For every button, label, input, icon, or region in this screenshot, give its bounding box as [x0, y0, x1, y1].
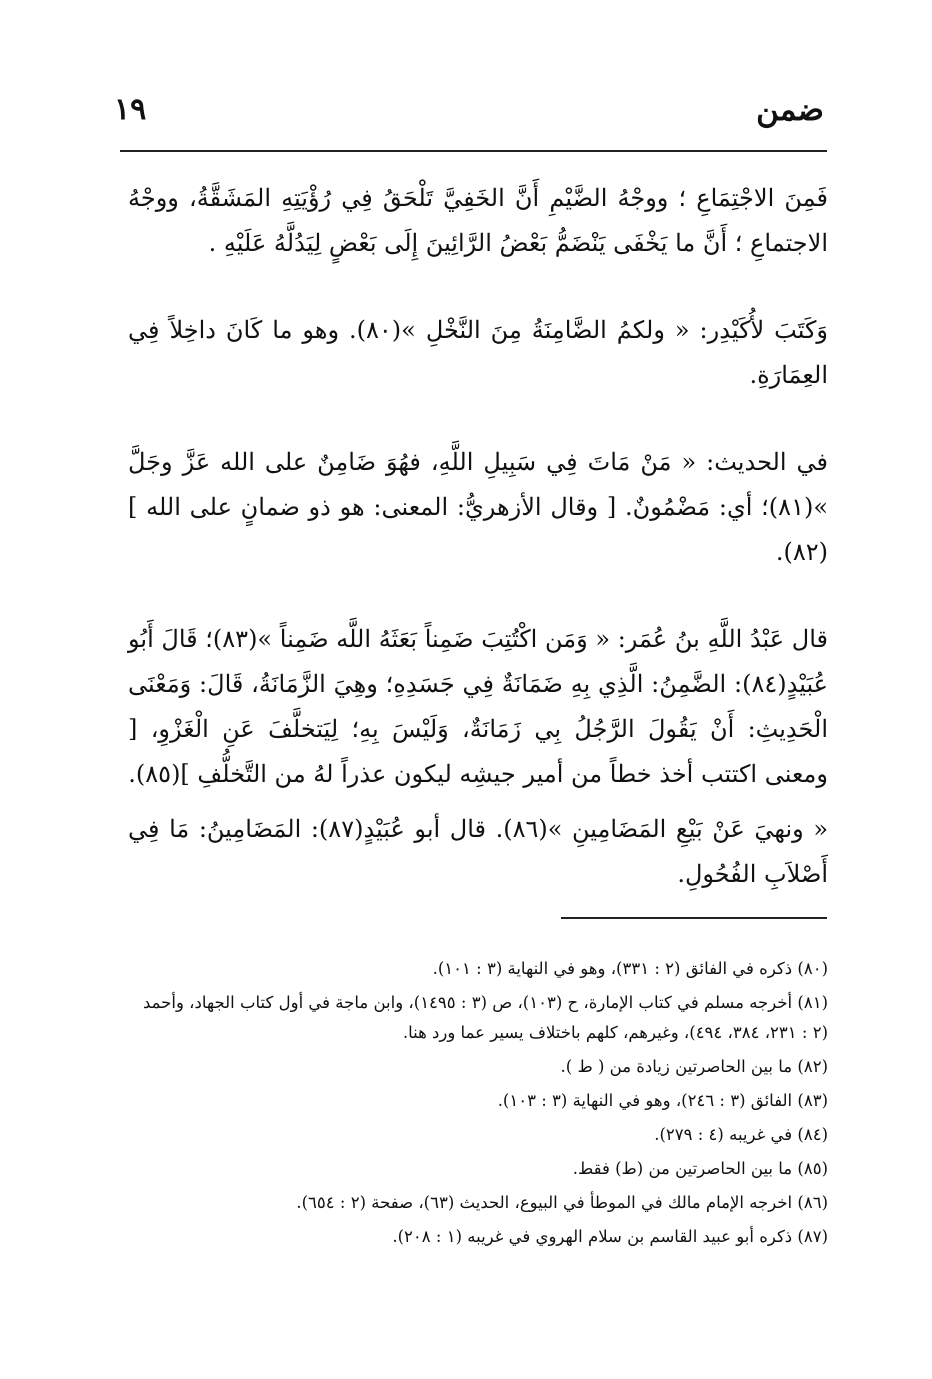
paragraph-ukaydir-letter: وَكَتَبَ لأُكَيْدِر: « ولكمُ الضَّامِنَةُ مِنَ النَّخْلِ »(٨٠). وهو ما كَانَ داخِلاً فِي العِمَارَةِ.: [128, 316, 828, 389]
running-header-word: ضمن: [756, 92, 824, 128]
footnote-81: (٨١) أخرجه مسلم في كتاب الإمارة، ح (١٠٣)، ص (٣ : ١٤٩٥)، وابن ماجة في أول كتاب الجهاد، وأحمد (٢ : ٢٣١، ٣٨٤، ٤٩٤)، وغيرهم، كلهم باختلاف يسير عما ورد هنا.: [142, 993, 828, 1042]
footnote-83: (٨٣) الفائق (٣ : ٢٤٦)، وهو في النهاية (٣ : ١٠٣).: [497, 1091, 828, 1110]
footnote-85: (٨٥) ما بين الحاصرتين من (ط) فقط.: [572, 1159, 828, 1178]
main-text: [128, 176, 828, 897]
paragraph-hadith-damin: في الحديث: « مَنْ مَاتَ فِي سَبِيلِ اللَّهِ، فهُوَ ضَامِنٌ على الله عَزَّ وجَلَّ »(٨١)؛ أي: مَضْمُونٌ. [ وقال الأزهريُّ: المعنى: هو ذو ضمانٍ على الله ](٨٢).: [128, 448, 828, 566]
paragraph-abdullah-ibn-umar: قال عَبْدُ اللَّهِ بنُ عُمَر: « وَمَن اكْتُتِبَ ضَمِناً بَعَثَهُ اللَّه ضَمِناً »(٨٣)؛ قَالَ أَبُو عُبَيْدٍ(٨٤): الضَّمِنُ: الَّذِي بِهِ ضَمَانَةٌ فِي جَسَدِهِ؛ وهِيَ الزَّمَانَةُ، قَالَ: وَمَعْنَى الْحَدِيثِ: أَنْ يَقُولَ الرَّجُلُ بِي زَمَانَةٌ، وَلَيْسَ بِهِ؛ لِيَتخلَّفَ عَنِ الْغَزْوِ، [ ومعنى اكتتب أخذ خطاً من أمير جيشِه ليكون عذراً لهُ من التَّخلُّفِ ](٨٥).: [128, 625, 828, 788]
footnote-87: (٨٧) ذكره أبو عبيد القاسم بن سلام الهروي في غريبه (١ : ٢٠٨).: [392, 1227, 828, 1246]
header-divider: [120, 150, 827, 152]
paragraph-madamin: « ونهيَ عَنْ بَيْعِ المَضَامِينِ »(٨٦). قال أبو عُبَيْدٍ(٨٧): المَضَامِينُ: مَا فِي أَصْلاَبِ الفُحُولِ.: [128, 815, 828, 888]
page-number: ١٩: [114, 92, 147, 127]
footnote-82: (٨٢) ما بين الحاصرتين زيادة من ( ط ).: [560, 1057, 828, 1076]
footnote-80: (٨٠) ذكره في الفائق (٢ : ٣٣١)، وهو في النهاية (٣ : ١٠١).: [432, 959, 828, 978]
paragraph-dim-meaning: فَمِنَ الاجْتِمَاعِ ؛ ووجْهُ الضَّيْمِ أَنَّ الخَفِيَّ تَلْحَقُ فِي رُؤْيَتِهِ المَشَقَّةُ، ووجْهُ الاجتماعِ ؛ أَنَّ ما يَخْفَى يَنْضَمُّ بَعْضُ الرَّائِينَ إِلَى بَعْضٍ لِيَدُلَّهُ عَلَيْهِ .: [128, 184, 828, 257]
footnote-divider: [561, 917, 827, 919]
footnotes: [128, 954, 828, 1256]
footnote-84: (٨٤) في غريبه (٤ : ٢٧٩).: [654, 1125, 828, 1144]
footnote-86: (٨٦) اخرجه الإمام مالك في الموطأ في البيوع، الحديث (٦٣)، صفحة (٢ : ٦٥٤).: [296, 1193, 828, 1212]
